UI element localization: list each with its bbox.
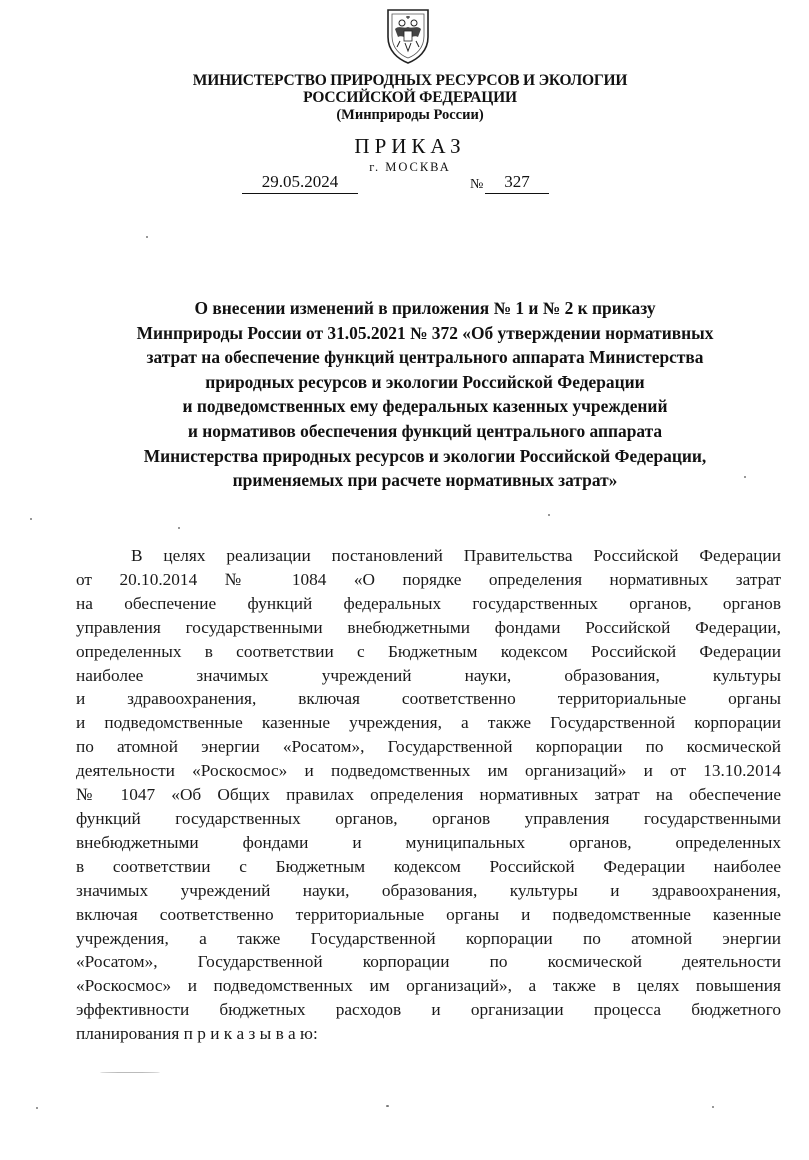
order-number-sign: №: [470, 177, 484, 192]
body-line: по атомной энергии «Росатом», Государственной корпорации по космической: [76, 737, 781, 757]
body-line: управления государственными внебюджетными фондами Российской Федерации,: [76, 617, 781, 637]
subject-line: и нормативов обеспечения функций центрального аппарата: [187, 420, 663, 441]
body-line: эффективности бюджетных расходов и организации процесса бюджетного: [76, 1000, 781, 1020]
body-line: внебюджетными фондами и муниципальных органов, определенных: [76, 832, 781, 852]
body-line: «Роскосмос» и подведомственных им организаций», а также в целях повышения: [76, 976, 781, 996]
subject-line: Минприроды России от 31.05.2021 № 372 «Об утверждении нормативных: [136, 322, 714, 343]
body-line: наиболее значимых учреждений науки, образования, культуры: [76, 665, 781, 685]
scan-speck: [548, 514, 550, 516]
scan-speck: [178, 527, 180, 529]
subject-line: затрат на обеспечение функций центрального аппарата Министерства: [146, 347, 704, 368]
body-line: «Росатом», Государственной корпорации по космической деятельности: [76, 952, 781, 972]
ministry-short-name: (Минприроды России): [336, 107, 484, 123]
order-number: 327: [485, 172, 549, 194]
body-line: учреждения, а также Государственной корпорации по атомной энергии: [76, 928, 781, 948]
body-line: определенных в соответствии с Бюджетным кодексом Российской Федерации: [76, 641, 781, 661]
subject-line: и подведомственных ему федеральных казенных учреждений: [182, 396, 668, 417]
body-line: и подведомственные казенные учреждения, а также Государственной корпорации: [76, 713, 781, 733]
body-line: функций государственных органов, органов управления государственными: [76, 808, 781, 828]
scan-speck: [712, 1106, 714, 1108]
subject-line: применяемых при расчете нормативных затрат»: [232, 470, 618, 491]
body-line: В целях реализации постановлений Правительства Российской Федерации: [131, 546, 781, 565]
body-line: планирования п р и к а з ы в а ю:: [76, 1024, 318, 1044]
body-line: и здравоохранения, включая соответственно территориальные органы: [76, 689, 781, 709]
scan-speck: [100, 1072, 160, 1073]
order-title: ПРИКАЗ: [354, 134, 466, 158]
subject-line: О внесении изменений в приложения № 1 и № 2 к приказу: [194, 298, 656, 318]
coat-of-arms-icon: [383, 7, 433, 65]
scan-speck: [36, 1107, 38, 1109]
order-city: г. МОСКВА: [369, 160, 451, 174]
order-subject: [90, 296, 760, 493]
body-line: № 1047 «Об Общих правилах определения нормативных затрат на обеспечение: [76, 785, 781, 805]
order-body-paragraph: [76, 544, 781, 1046]
ministry-header: [150, 72, 670, 124]
scan-speck: [146, 236, 148, 238]
scan-speck: [744, 476, 746, 478]
body-line: в соответствии с Бюджетным кодексом Российской Федерации наиболее: [76, 856, 781, 876]
body-line: деятельности «Роскосмос» и подведомственных им организаций» и от 13.10.2014: [76, 761, 781, 781]
order-date: 29.05.2024: [242, 172, 358, 194]
body-line: включая соответственно территориальные органы и подведомственные казенные: [76, 904, 781, 924]
body-line: значимых учреждений науки, образования, культуры и здравоохранения,: [76, 880, 781, 900]
subject-line: Министерства природных ресурсов и экологии Российской Федерации,: [143, 445, 707, 466]
scan-speck: [386, 1105, 389, 1107]
body-line: на обеспечение функций федеральных государственных органов, органов: [76, 593, 781, 613]
ministry-name-line1: МИНИСТЕРСТВО ПРИРОДНЫХ РЕСУРСОВ И ЭКОЛОГИИ: [192, 72, 628, 89]
ministry-name-line2: РОССИЙСКОЙ ФЕДЕРАЦИИ: [303, 89, 517, 106]
scan-speck: [30, 518, 32, 520]
body-line: от 20.10.2014 № 1084 «О порядке определения нормативных затрат: [76, 569, 781, 589]
subject-line: природных ресурсов и экологии Российской Федерации: [205, 371, 645, 392]
